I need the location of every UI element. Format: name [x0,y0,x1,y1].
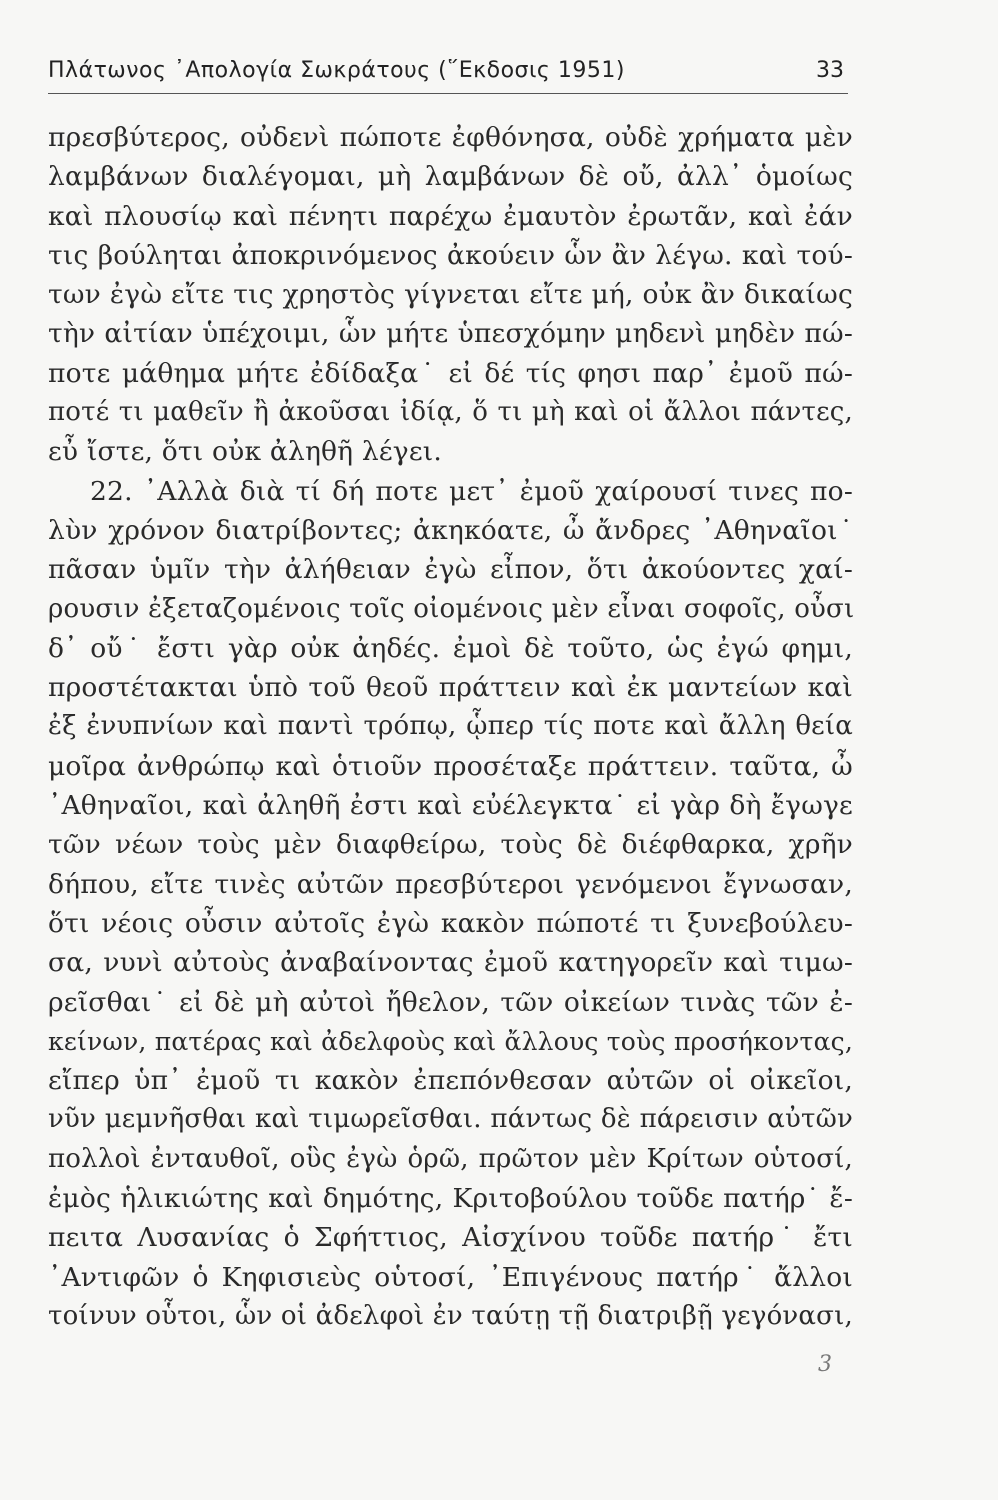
text-line: πειτα Λυσανίας ὁ Σφήττιος, Αἰσχίνου τοῦδε πατήρ˙ ἔτι [48,1222,853,1254]
page-number: 33 [816,58,844,83]
running-header [48,58,848,94]
text-line: σα, νυνὶ αὐτοὺς ἀναβαίνοντας ἐμοῦ κατηγορεῖν καὶ τιμω- [48,947,853,979]
text-line: εὖ ἴστε, ὅτι οὐκ ἀληθῆ λέγει. [48,436,442,468]
text-line: τοίνυν οὗτοι, ὧν οἱ ἀδελφοὶ ἐν ταύτῃ τῇ διατριβῇ γεγόνασι, [48,1300,853,1331]
text-line: τις βούληται ἀποκρινόμενος ἀκούειν ὧν ἂν λέγω. καὶ τού- [48,239,853,271]
text-line: μοῖρα ἀνθρώπῳ καὶ ὁτιοῦν προσέταξε πράττειν. ταῦτα, ὦ [48,750,853,782]
text-line: δήπου, εἴτε τινὲς αὐτῶν πρεσβύτεροι γενόμενοι ἔγνωσαν, [48,868,853,900]
text-line: λὺν χρόνον διατρίβοντες; ἀκηκόατε, ὦ ἄνδρες ᾿Αθηναῖοι˙ [48,514,853,546]
text-line-section-22: 22. ᾿Αλλὰ διὰ τί δή ποτε μετ᾿ ἐμοῦ χαίρουσί τινες πο- [90,475,853,507]
text-line: λαμβάνων διαλέγομαι, μὴ λαμβάνων δὲ οὔ, ἀλλ᾿ ὁμοίως [48,161,853,193]
text-line: ποτέ τι μαθεῖν ἢ ἀκοῦσαι ἰδίᾳ, ὅ τι μὴ καὶ οἱ ἄλλοι πάντες, [48,397,853,428]
text-line: τῶν νέων τοὺς μὲν διαφθείρω, τοὺς δὲ διέφθαρκα, χρῆν [48,829,853,861]
running-title: Πλάτωνος ᾿Απολογία Σωκράτους (῞Εκδοσις 1951) [48,58,625,83]
text-line: των ἐγὼ εἴτε τις χρηστὸς γίγνεται εἴτε μή, οὐκ ἂν δικαίως [48,279,853,311]
text-line: νῦν μεμνῆσθαι καὶ τιμωρεῖσθαι. πάντως δὲ πάρεισιν αὐτῶν [48,1104,853,1135]
text-line: προστέτακται ὑπὸ τοῦ θεοῦ πράττειν καὶ ἐκ μαντείων καὶ [48,672,853,704]
text-line: κείνων, πατέρας καὶ ἀδελφοὺς καὶ ἄλλους τοὺς προσήκοντας, [48,1026,853,1056]
header-rule [48,93,848,94]
text-line: ἐμὸς ἡλικιώτης καὶ δημότης, Κριτοβούλου τοῦδε πατήρ˙ ἔ- [48,1183,853,1215]
text-line: ρουσιν ἐξεταζομένοις τοῖς οἰομένοις μὲν εἶναι σοφοῖς, οὖσι [48,593,855,624]
text-line: ὅτι νέοις οὖσιν αὐτοῖς ἐγὼ κακὸν πώποτέ τι ξυνεβούλευ- [48,907,853,939]
text-line: ἐξ ἐνυπνίων καὶ παντὶ τρόπῳ, ᾧπερ τίς ποτε καὶ ἄλλη θεία [48,711,853,742]
text-line: πᾶσαν ὑμῖν τὴν ἀλήθειαν ἐγὼ εἶπον, ὅτι ἀκούοντες χαί- [48,554,853,586]
text-line: ποτε μάθημα μήτε ἐδίδαξα˙ εἰ δέ τίς φησι παρ᾿ ἐμοῦ πώ- [48,357,853,389]
text-line: πρεσβύτερος, οὐδενὶ πώποτε ἐφθόνησα, οὐδὲ χρήματα μὲν [48,122,853,153]
text-line: τὴν αἰτίαν ὑπέχοιμι, ὧν μήτε ὑπεσχόμην μηδενὶ μηδὲν πώ- [48,318,853,350]
text-line: δ᾿ οὔ˙ ἔστι γὰρ οὐκ ἀηδές. ἐμοὶ δὲ τοῦτο, ὡς ἐγώ φημι, [48,632,853,664]
text-line: καὶ πλουσίῳ καὶ πένητι παρέχω ἐμαυτὸν ἐρωτᾶν, καὶ ἐάν [48,200,853,232]
text-line: πολλοὶ ἐνταυθοῖ, οὓς ἐγὼ ὁρῶ, πρῶτον μὲν Κρίτων οὑτοσί, [48,1143,853,1174]
text-line: ᾿Αθηναῖοι, καὶ ἀληθῆ ἐστι καὶ εὐέλεγκτα˙ εἰ γὰρ δὴ ἔγωγε [48,790,853,822]
text-line: εἴπερ ὑπ᾿ ἐμοῦ τι κακὸν ἐπεπόνθεσαν αὐτῶν οἱ οἰκεῖοι, [48,1065,853,1097]
text-line: ρεῖσθαι˙ εἰ δὲ μὴ αὐτοὶ ἤθελον, τῶν οἰκείων τινὰς τῶν ἐ- [48,986,853,1018]
printer-signature: 3 [818,1352,832,1377]
text-line: ᾿Αντιφῶν ὁ Κηφισιεὺς οὑτοσί, ᾿Επιγένους πατήρ˙ ἄλλοι [48,1261,853,1293]
body-text [48,118,853,1336]
